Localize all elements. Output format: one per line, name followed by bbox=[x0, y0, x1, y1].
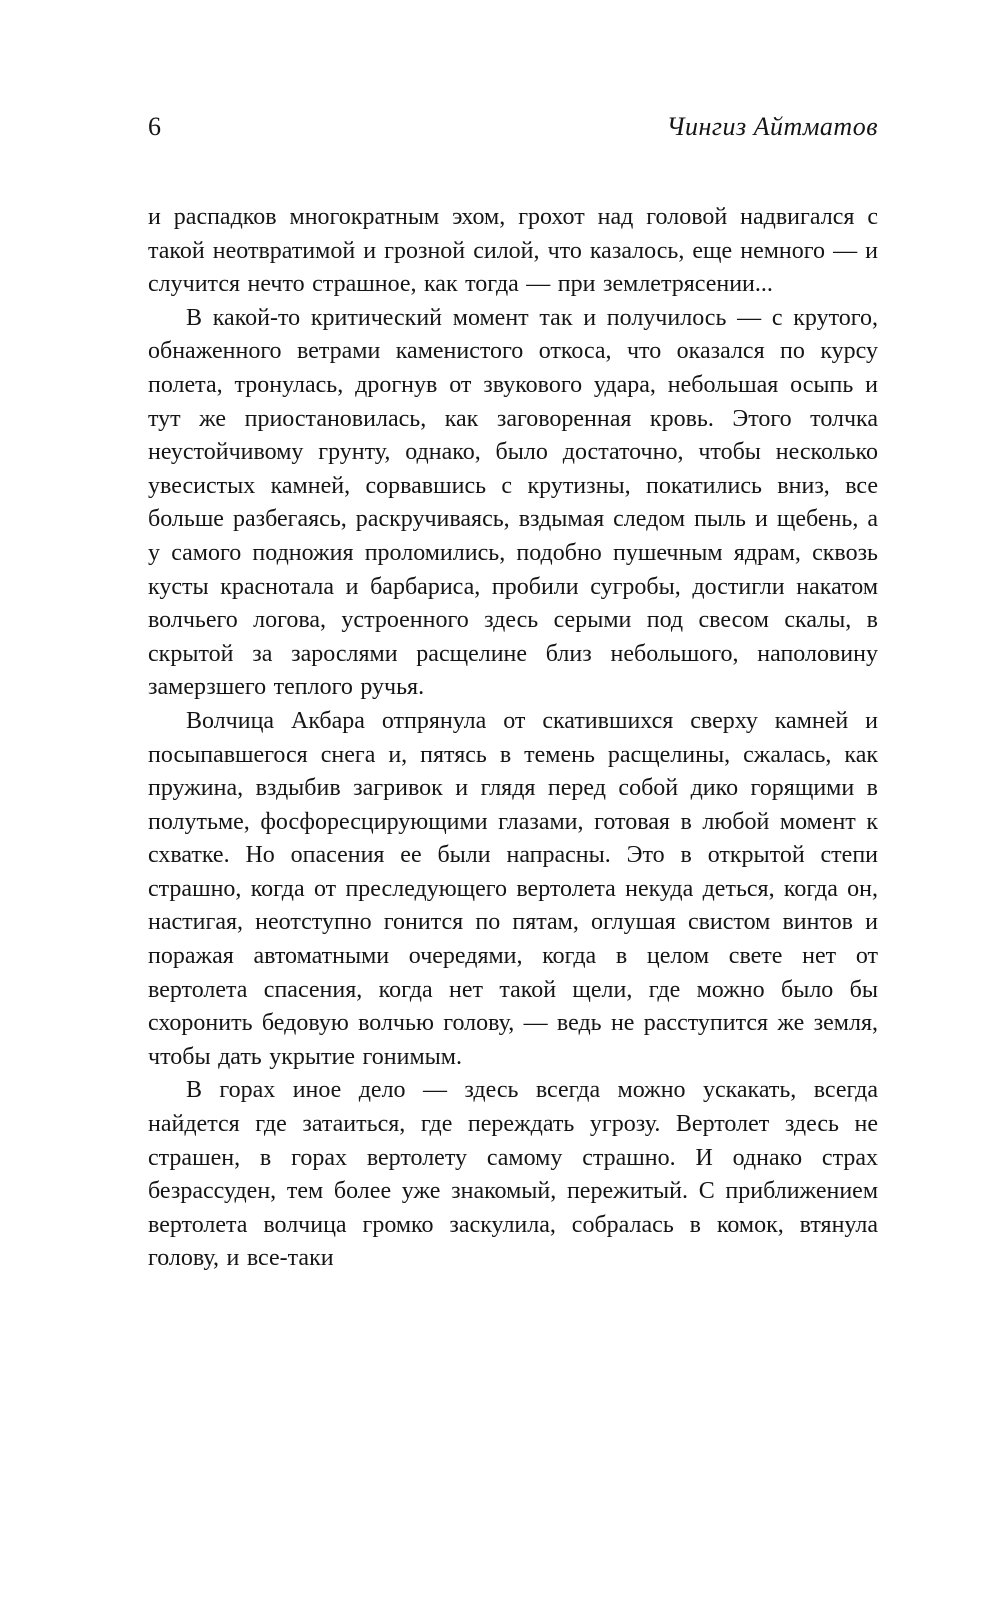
paragraph: В какой-то критический момент так и получилось — с крутого, обнаженного ветрами каменистого откоса, что оказался по курсу полета, тронулась, дрогнув от звукового удара, небольшая осыпь и тут же приостановилась, как заговоренная кровь. Этого толчка неустойчивому грунту, однако, было достаточно, чтобы несколько увесистых камней, сорвавшись с крутизны, покатились вниз, все больше разбегаясь, раскручиваясь, вздымая следом пыль и щебень, а у самого подножия проломились, подобно пушечным ядрам, сквозь кусты краснотала и барбариса, пробили сугробы, достигли накатом волчьего логова, устроенного здесь серыми под свесом скалы, в скрытой за зарослями расщелине близ небольшого, наполовину замерзшего теплого ручья. bbox=[148, 304, 878, 701]
paragraph: и распадков многократным эхом, грохот над головой надвигался с такой неотвратимой и грозной силой, что казалось, еще немного — и случится нечто страшное, как тогда — при землетрясении... bbox=[148, 204, 878, 298]
page-number: 6 bbox=[148, 112, 162, 141]
page-body bbox=[148, 201, 878, 1276]
paragraph: В горах иное дело — здесь всегда можно ускакать, всегда найдется где затаиться, где переждать угрозу. Вертолет здесь не страшен, в горах вертолету самому страшно. И однако страх безрассуден, тем более уже знакомый, пережитый. С приближением вертолета волчица громко заскулила, собралась в комок, втянула голову, и все-таки bbox=[148, 1077, 878, 1272]
paragraph: Волчица Акбара отпрянула от скатившихся сверху камней и посыпавшегося снега и, пятясь в темень расщелины, сжалась, как пружина, вздыбив загривок и глядя перед собой дико горящими в полутьме, фосфоресцирующими глазами, готовая в любой момент к схватке. Но опасения ее были напрасны. Это в открытой степи страшно, когда от преследующего вертолета некуда деться, когда он, настигая, неотступно гонится по пятам, оглушая свистом винтов и поражая автоматными очередями, когда в целом свете нет от вертолета спасения, когда нет такой щели, где можно было бы схоронить бедовую волчью голову, — ведь не расступится же земля, чтобы дать укрытие гонимым. bbox=[148, 707, 878, 1070]
running-head-author: Чингиз Айтматов bbox=[666, 112, 878, 141]
running-header bbox=[148, 112, 878, 142]
